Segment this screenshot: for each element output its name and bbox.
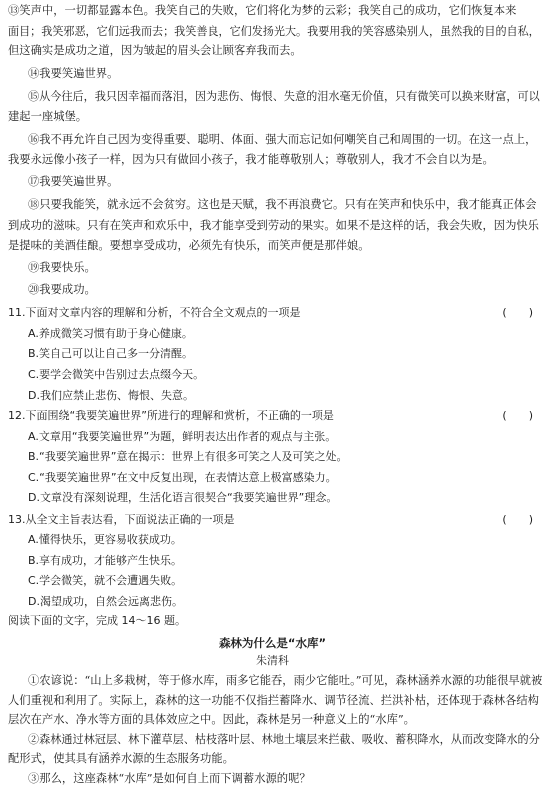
question-12-stem: 12.下面围绕“我要笑遍世界”所进行的理解和赏析，不正确的一项是	[8, 409, 334, 422]
question-11-stem: 11.下面对文章内容的理解和分析，不符合全文观点的一项是	[8, 306, 301, 320]
paragraph-20: ⑳我要成功。	[28, 283, 96, 296]
question-13-option-c[interactable]: C.学会微笑，就不会遭遇失败。	[28, 574, 183, 588]
passage2-paragraph-2-line-2: 配形式，使其具有涵养水源的生态服务功能。	[8, 752, 234, 766]
question-11-option-d[interactable]: D.我们应禁止悲伤、悔恨、失意。	[28, 388, 194, 402]
question-12	[0, 407, 545, 425]
passage2-paragraph-2-line-1: ②森林通过林冠层、林下灌草层、枯枝落叶层、林地土壤层来拦截、吸收、蓄积降水，从而改变降水的分	[28, 732, 540, 746]
paragraph-13-line-3: 但这确实是成功之道，因为皱起的眉头会让顾客弃我而去。	[8, 44, 302, 58]
paragraph-18-line-2: 到成功的滋味。只有在笑声和欢乐中，我才能享受到劳动的果实。如果不是这样的话，我会失败，因为快乐	[8, 218, 539, 232]
paragraph-17: ⑰我要笑遍世界。	[28, 174, 119, 188]
paragraph-19: ⑲我要快乐。	[28, 260, 96, 274]
paragraph-18-line-3: 是提味的美酒佳酿。要想享受成功，必须先有快乐，而笑声便是那伴娘。	[8, 239, 370, 253]
question-13-stem: 13.从全文主旨表达看，下面说法正确的一项是	[8, 512, 235, 526]
paragraph-16-line-2: 我要永远像小孩子一样，因为只有做回小孩子，我才能尊敬别人；尊敬别人，我才不会自以为是。	[8, 153, 494, 167]
paragraph-14: ⑭我要笑遍世界。	[28, 66, 119, 80]
reading-instruction: 阅读下面的文字，完成 14～16 题。	[8, 614, 186, 628]
passage-author: 朱清科	[256, 654, 289, 668]
paragraph-15-line-2: 建起一座城堡。	[8, 110, 88, 124]
passage2-paragraph-1-line-2: 人们重视和利用了。实际上，森林的这一功能不仅指拦蓄降水、调节径流、拦洪补枯，还体现于森林各结构	[8, 693, 539, 707]
question-12-answer-blank[interactable]: ( )	[502, 409, 533, 422]
question-11	[0, 304, 545, 322]
question-13-option-a[interactable]: A.懂得快乐，更容易收获成功。	[28, 533, 182, 547]
passage2-paragraph-1-line-3: 层次在产水、净水等方面的具体效应之中。因此，森林是另一种意义上的“水库”。	[8, 713, 415, 727]
question-11-answer-blank[interactable]: ( )	[502, 306, 533, 320]
question-12-option-d[interactable]: D.文章没有深刻说理，生活化语言很契合“我要笑遍世界”理念。	[28, 491, 338, 505]
question-12-option-b[interactable]: B.“我要笑遍世界”意在揭示：世界上有很多可笑之人及可笑之处。	[28, 450, 348, 464]
question-13-answer-blank[interactable]: ( )	[502, 512, 533, 526]
paragraph-16-line-1: ⑯我不再允许自己因为变得重要、聪明、体面、强大而忘记如何嘲笑自己和周围的一切。在这一点上，	[28, 132, 537, 146]
question-11-option-a[interactable]: A.养成微笑习惯有助于身心健康。	[28, 326, 193, 340]
passage2-paragraph-1-line-1: ①农谚说：“山上多栽树，等于修水库，雨多它能吞，雨少它能吐。”可见，森林涵养水源的功能很早就被	[28, 674, 543, 687]
paragraph-13-line-1: ⑬笑声中，一切都显露本色。我笑自己的失败，它们将化为梦的云彩；我笑自己的成功，它们恢复本来	[8, 4, 517, 17]
passage2-paragraph-3: ③那么，这座森林“水库”是如何自上而下调蓄水源的呢？	[28, 772, 311, 785]
paragraph-18-line-1: ⑱只要我能笑，就永远不会贫穷。这也是天赋，我不再浪费它。只有在笑声和快乐中，我才能真正体会	[28, 198, 537, 212]
question-12-option-a[interactable]: A.文章用“我要笑遍世界”为题，鲜明表达出作者的观点与主张。	[28, 429, 337, 443]
paragraph-13-line-2: 面目；我笑邪恶，它们远我而去；我笑善良，它们发扬光大。我要用我的笑容感染别人，虽然我的目的自私，	[8, 24, 540, 38]
question-13-option-b[interactable]: B.享有成功，才能够产生快乐。	[28, 553, 183, 567]
question-13-option-d[interactable]: D.渴望成功，自然会远离悲伤。	[28, 594, 183, 608]
question-12-option-c[interactable]: C.“我要笑遍世界”在文中反复出现，在表情达意上极富感染力。	[28, 470, 337, 484]
question-11-option-b[interactable]: B.笑自己可以让自己多一分清醒。	[28, 347, 194, 361]
question-11-option-c[interactable]: C.要学会微笑中告别过去点缀今天。	[28, 367, 205, 381]
passage-title: 森林为什么是“水库”	[218, 635, 327, 650]
question-13	[0, 511, 545, 529]
paragraph-15-line-1: ⑮从今往后，我只因幸福而落泪，因为悲伤、悔恨、失意的泪水毫无价值，只有微笑可以换来财富，可以	[28, 89, 540, 103]
